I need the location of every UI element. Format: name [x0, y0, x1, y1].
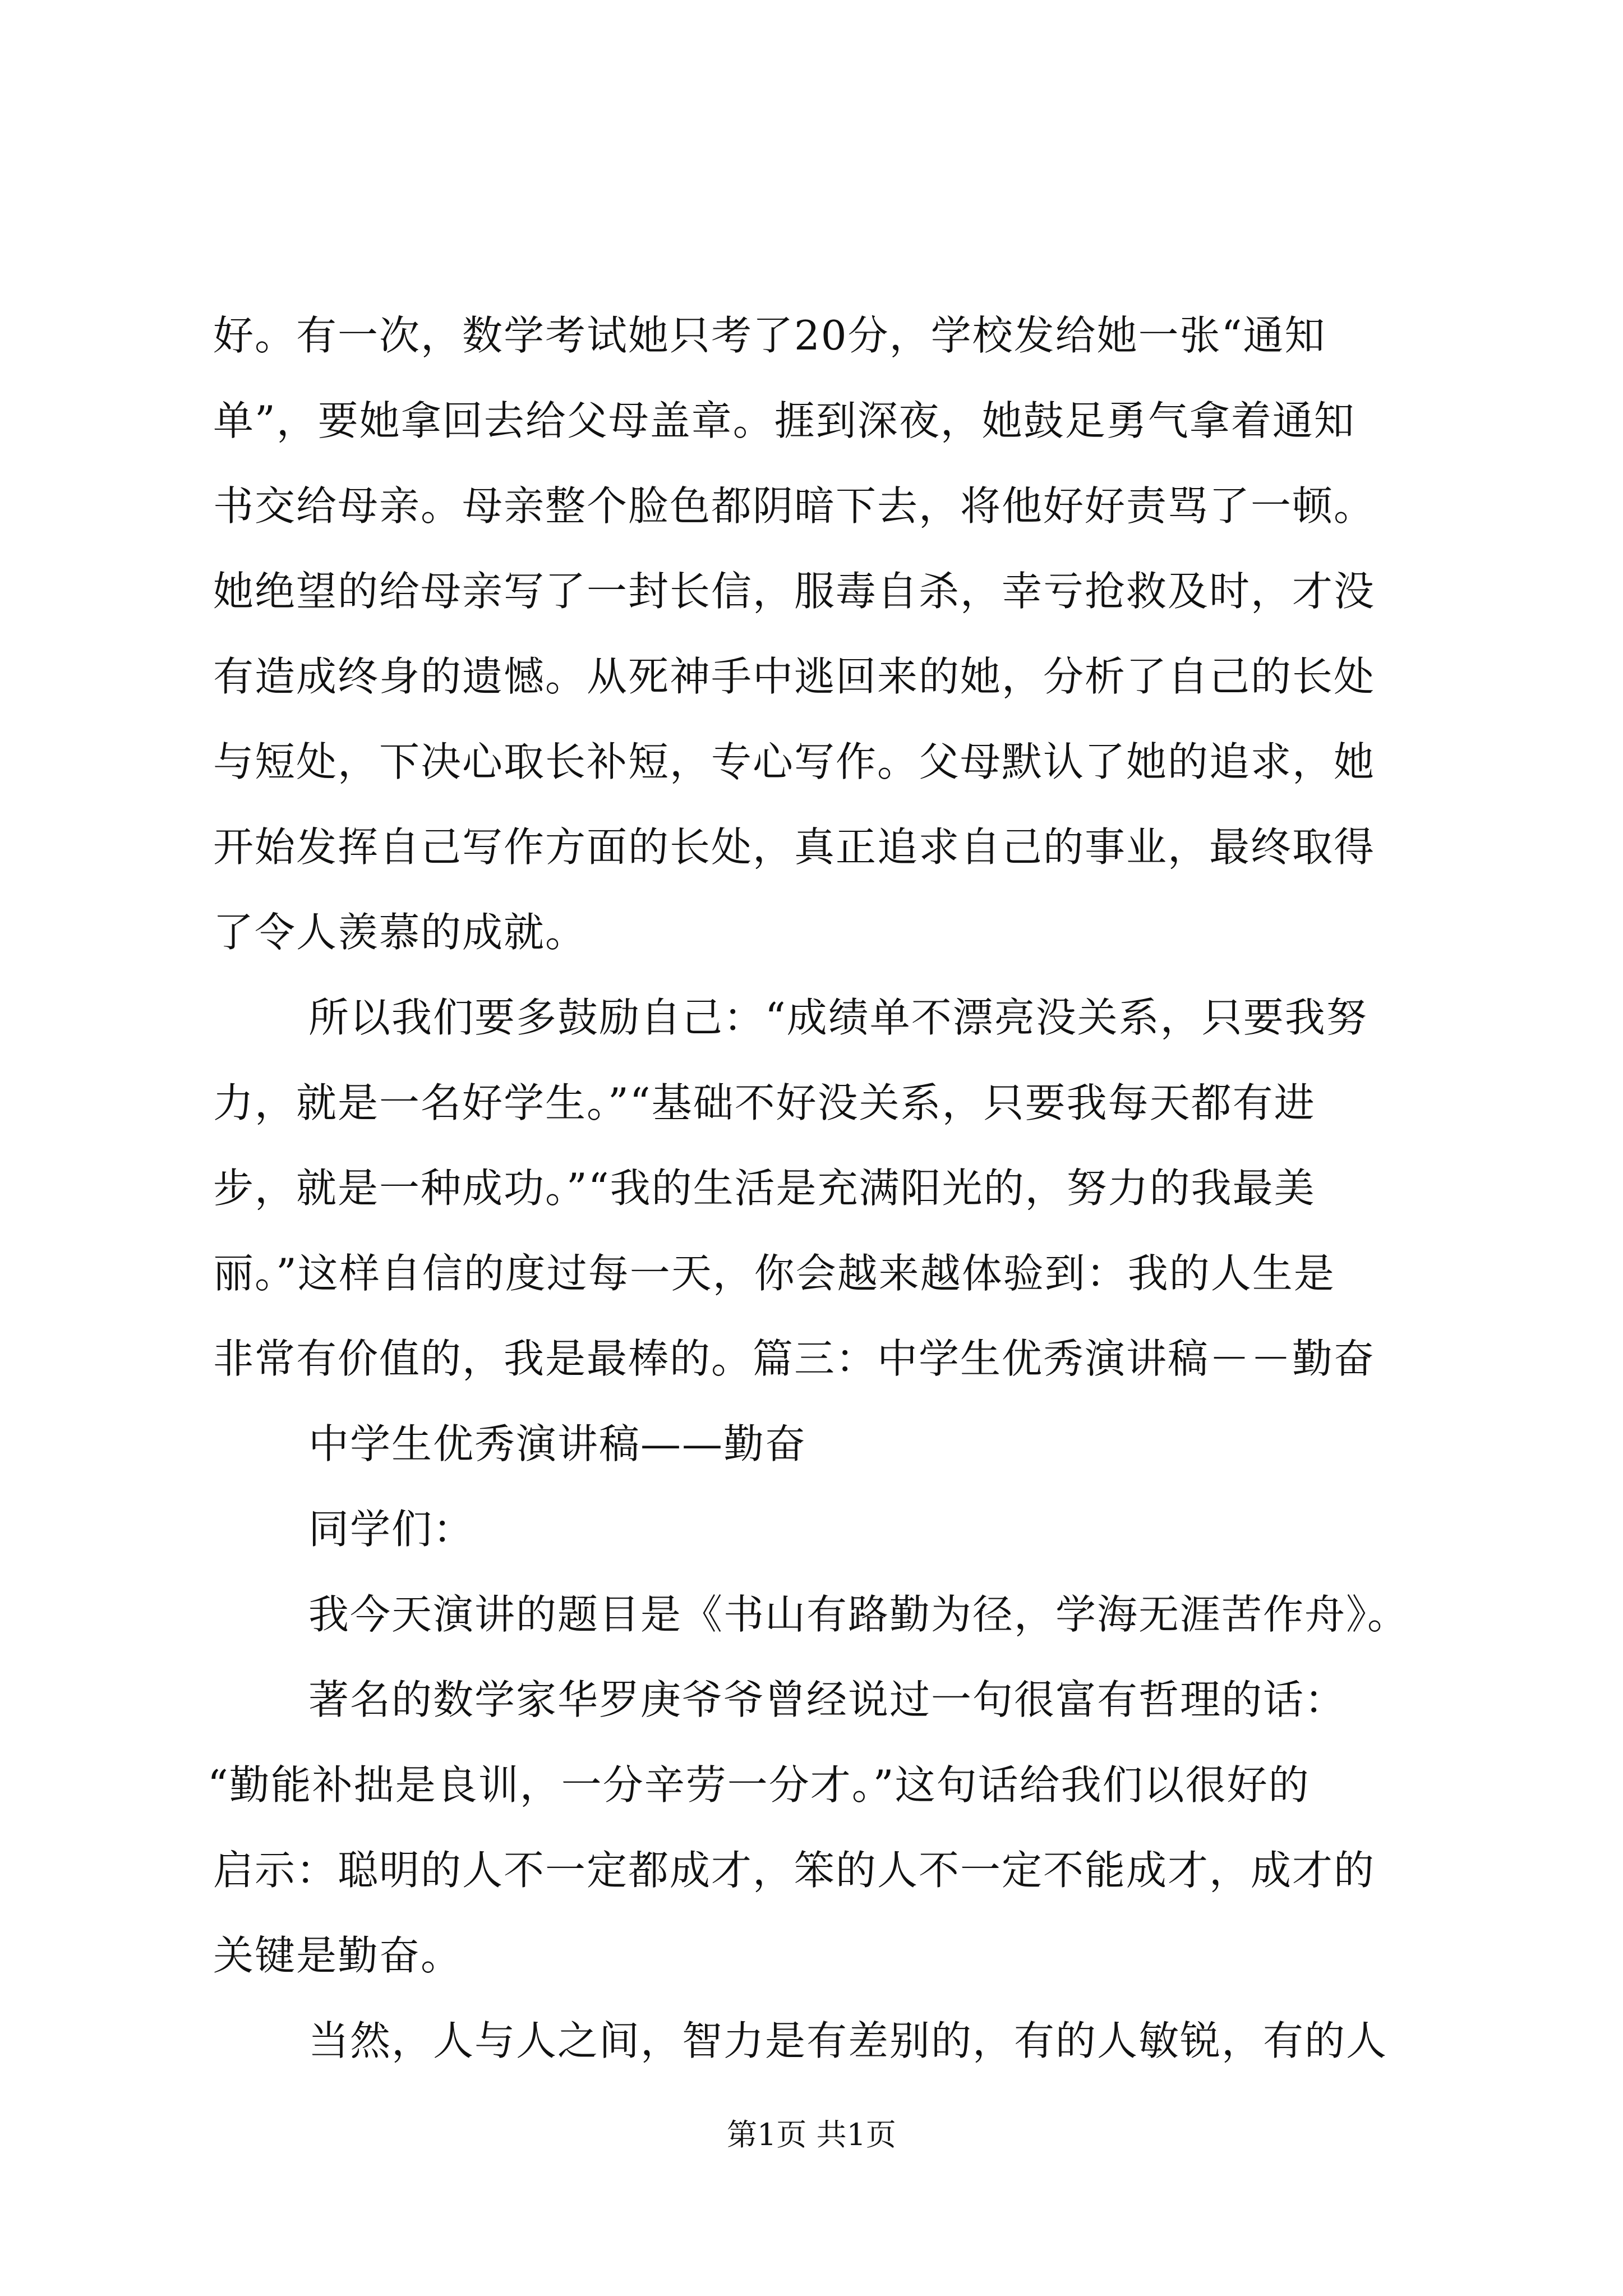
body-line: 我今天演讲的题目是《书山有路勤为径，学海无涯苦作舟》。 [308, 1591, 1409, 1638]
body-line: 丽。”这样自信的度过每一天，你会越来越体验到：我的人生是 [213, 1250, 1335, 1297]
body-line: 启示：聪明的人不一定都成才，笨的人不一定不能成才，成才的 [213, 1847, 1376, 1894]
section-heading: 中学生优秀演讲稿——勤奋 [308, 1420, 807, 1467]
body-line: 好。有一次，数学考试她只考了20分，学校发给她一张“通知 [213, 312, 1326, 359]
body-line: “勤能补拙是良训，一分辛劳一分才。”这句话给我们以很好的 [208, 1761, 1310, 1809]
body-line: 当然，人与人之间，智力是有差别的，有的人敏锐，有的人 [308, 2017, 1388, 2064]
body-line: 有造成终身的遗憾。从死神手中逃回来的她，分析了自己的长处 [213, 653, 1376, 700]
page-footer: 第1页 共1页 [727, 2117, 896, 2152]
body-line: 开始发挥自己写作方面的长处，真正追求自己的事业，最终取得 [213, 823, 1376, 871]
body-line: 非常有价值的，我是最棒的。篇三：中学生优秀演讲稿－－勤奋 [213, 1335, 1376, 1382]
body-line: 关键是勤奋。 [213, 1932, 463, 1979]
body-line: 步，就是一种成功。”“我的生活是充满阳光的，努力的我最美 [213, 1165, 1316, 1212]
body-line: 力，就是一名好学生。”“基础不好没关系，只要我每天都有进 [213, 1079, 1316, 1126]
salutation: 同学们： [308, 1506, 475, 1553]
body-line: 所以我们要多鼓励自己：“成绩单不漂亮没关系，只要我努 [308, 994, 1368, 1041]
body-line: 单”，要她拿回去给父母盖章。捱到深夜，她鼓足勇气拿着通知 [213, 397, 1355, 444]
body-line: 她绝望的给母亲写了一封长信，服毒自杀，幸亏抢救及时，才没 [213, 568, 1376, 615]
body-line: 书交给母亲。母亲整个脸色都阴暗下去，将他好好责骂了一顿。 [213, 482, 1376, 530]
body-line: 了令人羡慕的成就。 [213, 909, 587, 956]
body-line: 与短处，下决心取长补短，专心写作。父母默认了她的追求，她 [213, 738, 1376, 785]
body-line: 著名的数学家华罗庚爷爷曾经说过一句很富有哲理的话： [308, 1676, 1347, 1723]
